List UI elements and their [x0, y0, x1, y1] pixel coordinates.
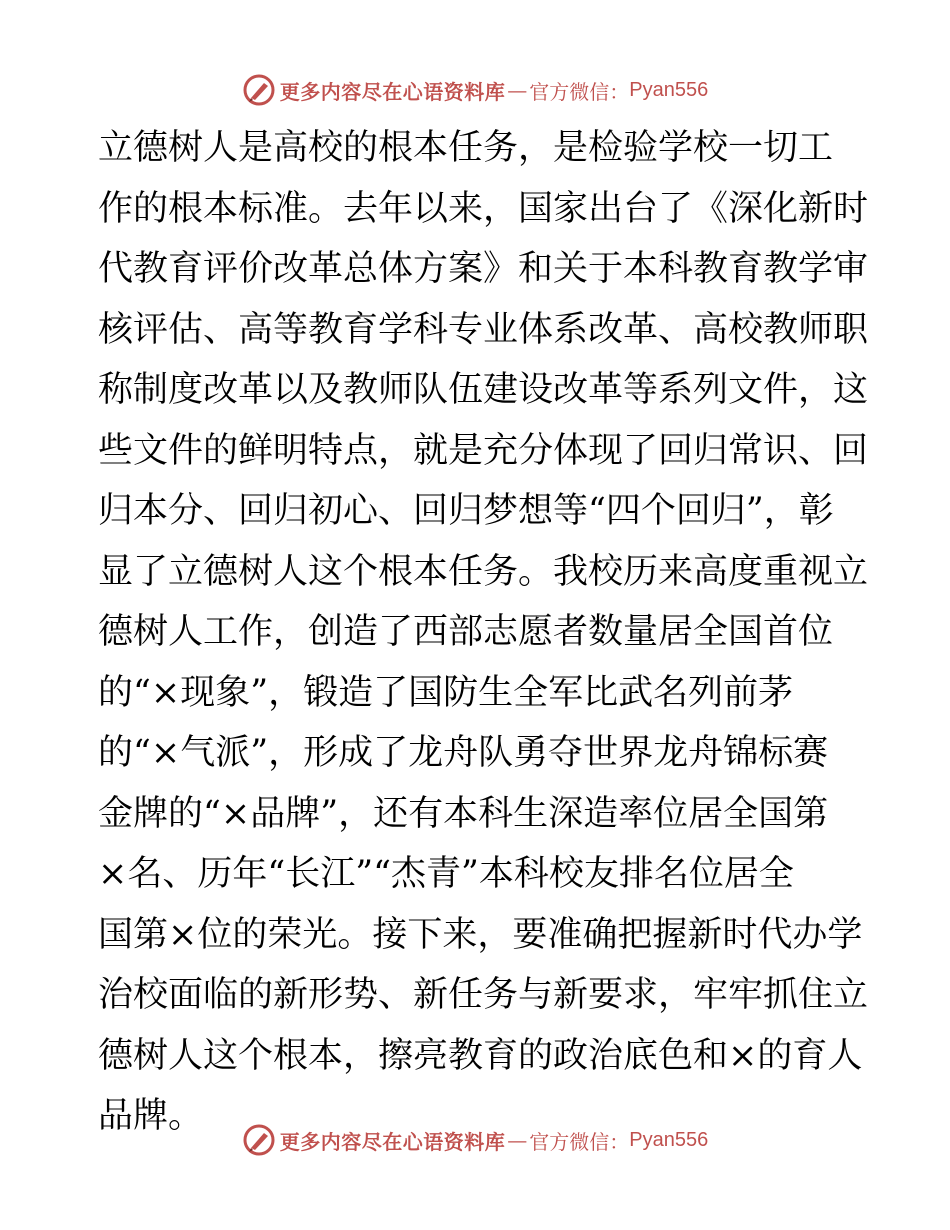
text-line-5: 称制度改革以及教师队伍建设改革等系列文件，这 [98, 370, 869, 410]
pen-logo-icon [242, 1123, 276, 1157]
footer-banner-text: 更多内容尽在心语资料库 [279, 1129, 506, 1154]
footer-wechat-label: 官方微信： [529, 1129, 630, 1154]
text-line-6: 些文件的鲜明特点，就是充分体现了回归常识、回 [98, 430, 869, 471]
text-line-17: 品牌。 [98, 1096, 204, 1136]
text-line-10: 的“×现象”，锻造了国防生全军比武名列前茅 [98, 672, 794, 713]
text-line-2: 作的根本标准。去年以来，国家出台了《深化新时 [98, 188, 869, 229]
text-line-11: 的“×气派”，形成了龙舟队勇夺世界龙舟锦标赛 [98, 733, 829, 773]
footer-banner [0, 1120, 950, 1160]
text-line-15: 治校面临的新形势、新任务与新要求，牢牢抓住立 [98, 975, 869, 1015]
header-wechat-id: Pyan556 [629, 78, 709, 101]
text-line-16: 德树人这个根本，擦亮教育的政治底色和×的育人 [98, 1035, 863, 1076]
body-paragraph [98, 118, 869, 1147]
text-line-1: 立德树人是高校的根本任务，是检验学校一切工 [98, 128, 834, 168]
text-line-9: 德树人工作，创造了西部志愿者数量居全国首位 [98, 612, 834, 652]
footer-wechat-id: Pyan556 [629, 1128, 709, 1151]
header-banner-text: 更多内容尽在心语资料库 [279, 79, 506, 104]
text-line-3: 代教育评价改革总体方案》和关于本科教育教学审 [98, 249, 869, 289]
header-banner [0, 70, 950, 110]
text-line-7: 归本分、回归初心、回归梦想等“四个回归”，彰 [98, 491, 834, 531]
text-line-14: 国第×位的荣光。接下来，要准确把握新时代办学 [98, 914, 863, 955]
header-wechat-label: 官方微信： [529, 79, 630, 104]
footer-banner-dash: — [507, 1128, 528, 1152]
text-line-13: ×名、历年“长江”“杰青”本科校友排名位居全 [98, 854, 794, 894]
header-banner-dash: — [507, 78, 528, 102]
pen-logo-icon [242, 73, 276, 107]
text-line-8: 显了立德树人这个根本任务。我校历来高度重视立 [98, 551, 869, 592]
text-line-4: 核评估、高等教育学科专业体系改革、高校教师职 [98, 309, 869, 350]
text-line-12: 金牌的“×品牌”，还有本科生深造率位居全国第 [98, 793, 829, 834]
